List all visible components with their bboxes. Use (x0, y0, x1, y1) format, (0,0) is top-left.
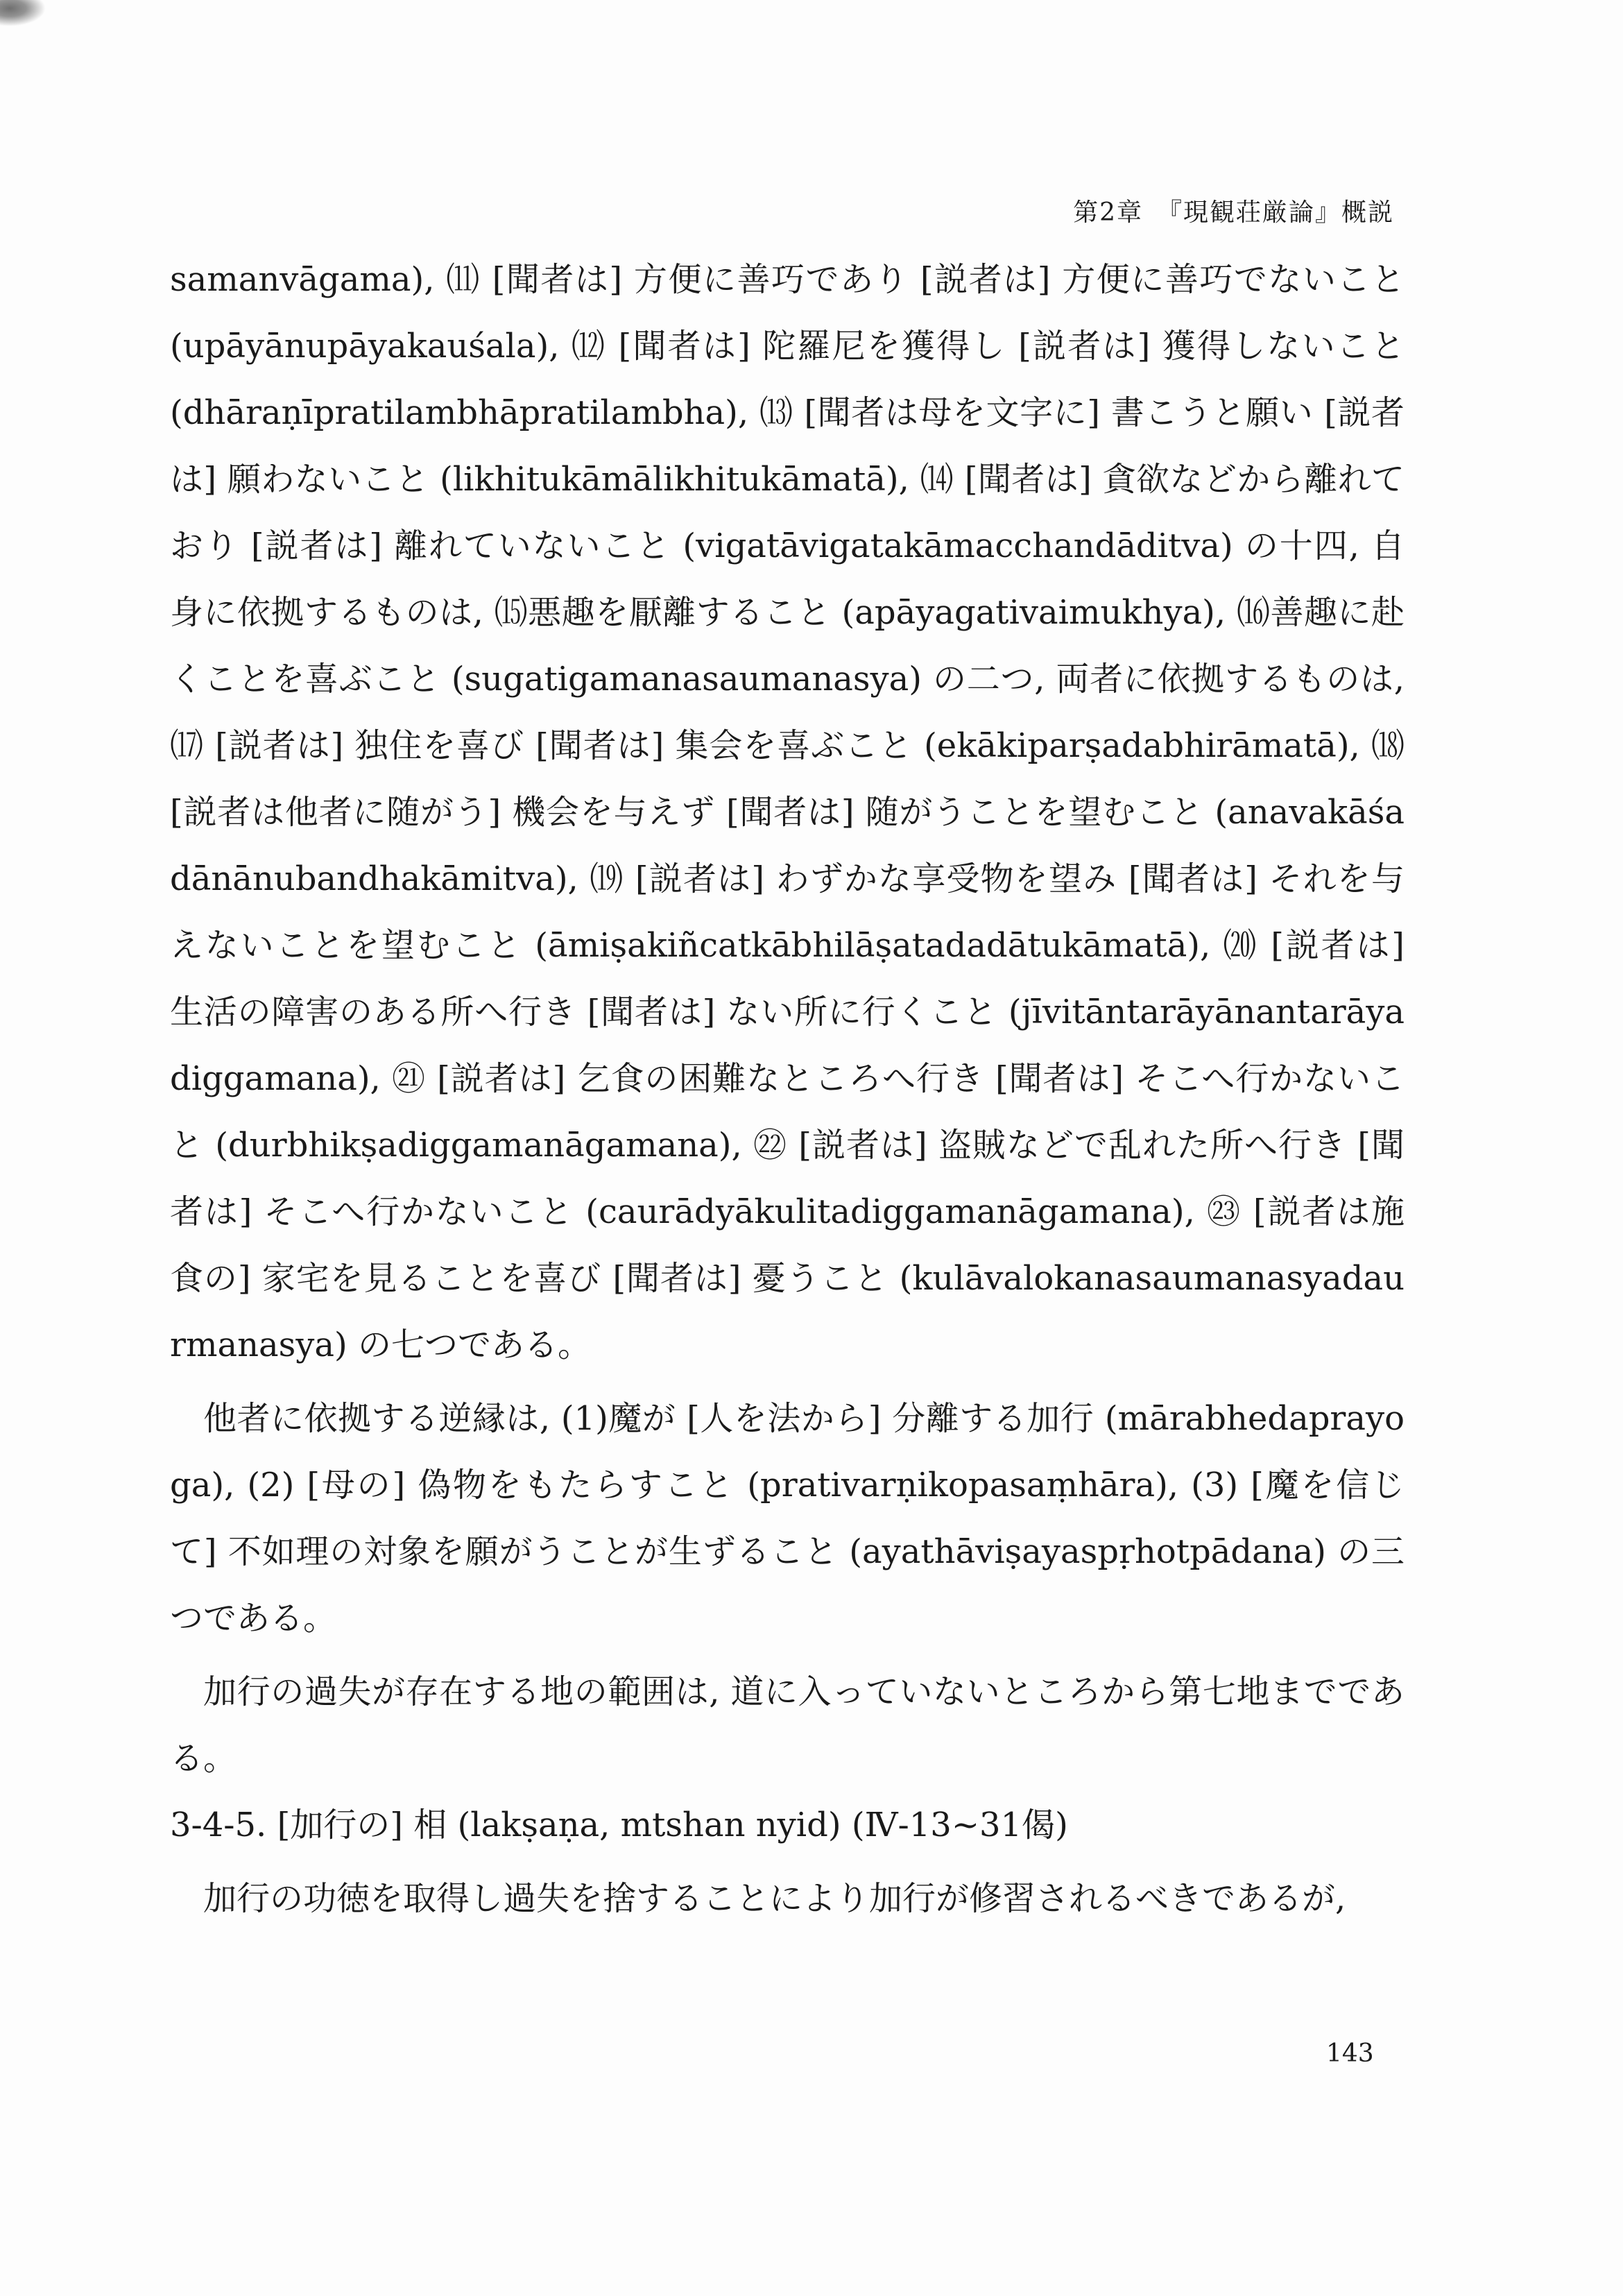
paragraph-continuation: samanvāgama), ⑾ [聞者は] 方便に善巧であり [説者は] 方便に善巧でないこと (upāyānupāyakauśala), ⑿ [聞者は] 陀羅尼を獲得し [説者は] 獲得しないこと (dhāraṇīpratilambhāpratilambha), ⒀ [聞者は母を文字に] 書こうと願い [説者は] 願わないこと (likhitukāmālikhitukāmatā), ⒁ [聞者は] 貪欲などから離れており [説者は] 離れていないこと (vigatāvigatakāmacchandāditva) の十四, 自身に依拠するものは, ⒂悪趣を厭離すること (apāyagativaimukhya), ⒃善趣に赴くことを喜ぶこと (sugatigamanasaumanasya) の二つ, 両者に依拠するものは, ⒄ [説者は] 独住を喜び [聞者は] 集会を喜ぶこと (ekākiparṣadabhirāmatā), ⒅ [説者は他者に随がう] 機会を与えず [聞者は] 随がうことを望むこと (anavakāśadānānubandhakāmitva), ⒆ [説者は] わずかな享受物を望み [聞者は] それを与えないことを望むこと (āmiṣakiñcatkābhilāṣatadadātukāmatā), ⒇ [説者は] 生活の障害のある所へ行き [聞者は] ない所に行くこと (jīvitāntarāyānantarāyadiggamana), ㉑ [説者は] 乞食の困難なところへ行き [聞者は] そこへ行かないこと (durbhikṣadiggamanāgamana), ㉒ [説者は] 盗賊などで乱れた所へ行き [聞者は] そこへ行かないこと (caurādyākulitadiggamanāgamana), ㉓ [説者は施食の] 家宅を見ることを喜び [聞者は] 憂うこと (kulāvalokanasaumanasyadaurmanasya) の七つである。 (170, 260, 1405, 1364)
scan-mark (0, 0, 49, 28)
running-header: 第2章 『現観荘厳論』概説 (1073, 198, 1394, 227)
paragraph-scope: 加行の過失が存在する地の範囲は, 道に入っていないところから第七地までである。 (170, 1672, 1405, 1778)
body-text (170, 246, 1405, 1932)
paragraph-adverse-conditions: 他者に依拠する逆縁は, (1)魔が [人を法から] 分離する加行 (mārabhedaprayoga), (2) [母の] 偽物をもたらすこと (prativarṇikopasaṃhāra), (3) [魔を信じて] 不如理の対象を願がうことが生ずること (ayathāviṣayaspṛhotpādana) の三つである。 (170, 1399, 1405, 1638)
page-number: 143 (1326, 2039, 1374, 2068)
section-heading: 3-4-5. [加行の] 相 (lakṣaṇa, mtshan nyid) (Ⅳ-13~31偈) (170, 1806, 1068, 1844)
paragraph-last: 加行の功徳を取得し過失を捨することにより加行が修習されるべきであるが, (203, 1879, 1346, 1918)
